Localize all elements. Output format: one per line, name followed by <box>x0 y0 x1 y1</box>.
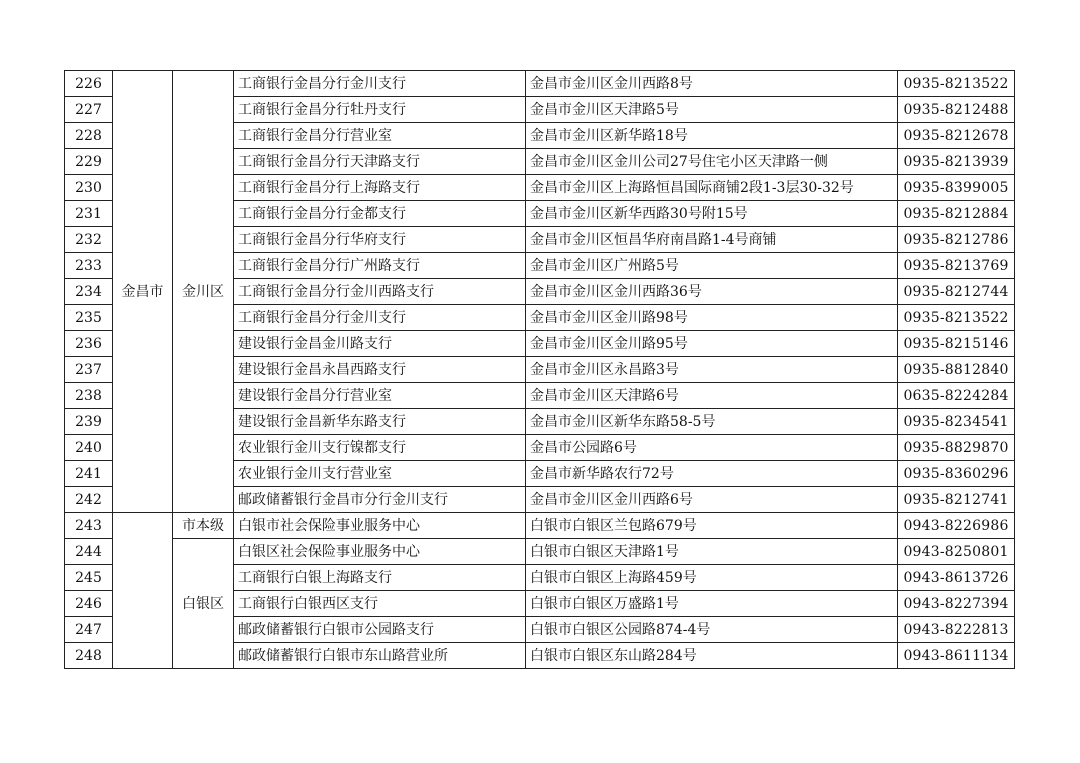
row-number: 236 <box>65 331 113 357</box>
row-number: 238 <box>65 383 113 409</box>
outlet-phone: 0935-8213939 <box>898 149 1015 175</box>
outlet-phone: 0935-8399005 <box>898 175 1015 201</box>
outlet-name: 邮政储蓄银行白银市公园路支行 <box>234 617 526 643</box>
outlet-address: 白银市白银区公园路874-4号 <box>526 617 898 643</box>
outlet-phone: 0935-8234541 <box>898 409 1015 435</box>
outlet-name: 工商银行金昌分行金川西路支行 <box>234 279 526 305</box>
outlet-address: 金昌市金川区广州路5号 <box>526 253 898 279</box>
outlet-address: 金昌市金川区恒昌华府南昌路1-4号商铺 <box>526 227 898 253</box>
district-cell: 市本级 <box>173 513 234 539</box>
outlet-name: 工商银行金昌分行金川支行 <box>234 305 526 331</box>
row-number: 246 <box>65 591 113 617</box>
outlet-address: 金昌市金川区新华西路30号附15号 <box>526 201 898 227</box>
table-body <box>65 71 1015 669</box>
outlet-address: 金昌市金川区天津路6号 <box>526 383 898 409</box>
district-cell: 金川区 <box>173 71 234 513</box>
row-number: 247 <box>65 617 113 643</box>
row-number: 233 <box>65 253 113 279</box>
outlet-address: 金昌市金川区金川路98号 <box>526 305 898 331</box>
outlet-address: 金昌市金川区新华东路58-5号 <box>526 409 898 435</box>
outlet-phone: 0943-8611134 <box>898 643 1015 669</box>
table-row <box>65 539 1015 565</box>
outlet-name: 白银区社会保险事业服务中心 <box>234 539 526 565</box>
row-number: 241 <box>65 461 113 487</box>
outlet-name: 邮政储蓄银行白银市东山路营业所 <box>234 643 526 669</box>
outlet-address: 金昌市金川区永昌路3号 <box>526 357 898 383</box>
outlet-name: 建设银行金昌金川路支行 <box>234 331 526 357</box>
bank-outlet-table <box>64 70 1015 669</box>
row-number: 227 <box>65 97 113 123</box>
outlet-phone: 0943-8613726 <box>898 565 1015 591</box>
row-number: 244 <box>65 539 113 565</box>
outlet-phone: 0935-8213522 <box>898 71 1015 97</box>
outlet-address: 金昌市公园路6号 <box>526 435 898 461</box>
outlet-phone: 0935-8829870 <box>898 435 1015 461</box>
row-number: 237 <box>65 357 113 383</box>
row-number: 230 <box>65 175 113 201</box>
row-number: 242 <box>65 487 113 513</box>
outlet-phone: 0935-8360296 <box>898 461 1015 487</box>
outlet-phone: 0935-8213769 <box>898 253 1015 279</box>
outlet-address: 白银市白银区东山路284号 <box>526 643 898 669</box>
outlet-phone: 0935-8212488 <box>898 97 1015 123</box>
outlet-name: 建设银行金昌新华东路支行 <box>234 409 526 435</box>
row-number: 228 <box>65 123 113 149</box>
row-number: 234 <box>65 279 113 305</box>
outlet-name: 工商银行白银上海路支行 <box>234 565 526 591</box>
outlet-address: 金昌市金川区金川西路36号 <box>526 279 898 305</box>
outlet-address: 白银市白银区万盛路1号 <box>526 591 898 617</box>
outlet-phone: 0935-8212786 <box>898 227 1015 253</box>
row-number: 245 <box>65 565 113 591</box>
outlet-phone: 0943-8250801 <box>898 539 1015 565</box>
outlet-name: 邮政储蓄银行金昌市分行金川支行 <box>234 487 526 513</box>
outlet-name: 农业银行金川支行镍都支行 <box>234 435 526 461</box>
row-number: 232 <box>65 227 113 253</box>
outlet-name: 工商银行金昌分行上海路支行 <box>234 175 526 201</box>
outlet-name: 工商银行金昌分行天津路支行 <box>234 149 526 175</box>
outlet-address: 金昌市金川区金川路95号 <box>526 331 898 357</box>
outlet-phone: 0935-8212741 <box>898 487 1015 513</box>
outlet-phone: 0935-8212884 <box>898 201 1015 227</box>
row-number: 239 <box>65 409 113 435</box>
outlet-phone: 0935-8213522 <box>898 305 1015 331</box>
outlet-phone: 0943-8227394 <box>898 591 1015 617</box>
row-number: 243 <box>65 513 113 539</box>
table-row <box>65 513 1015 539</box>
bank-outlet-table-page <box>64 70 1015 669</box>
table-row <box>65 71 1015 97</box>
outlet-name: 建设银行金昌分行营业室 <box>234 383 526 409</box>
outlet-phone: 0943-8226986 <box>898 513 1015 539</box>
outlet-address: 白银市白银区上海路459号 <box>526 565 898 591</box>
outlet-name: 工商银行金昌分行牡丹支行 <box>234 97 526 123</box>
outlet-name: 农业银行金川支行营业室 <box>234 461 526 487</box>
outlet-phone: 0943-8222813 <box>898 617 1015 643</box>
city-cell: 金昌市 <box>113 71 173 513</box>
outlet-address: 白银市白银区天津路1号 <box>526 539 898 565</box>
outlet-address: 金昌市金川区金川西路8号 <box>526 71 898 97</box>
row-number: 235 <box>65 305 113 331</box>
outlet-phone: 0935-8812840 <box>898 357 1015 383</box>
outlet-phone: 0935-8215146 <box>898 331 1015 357</box>
outlet-phone: 0935-8212678 <box>898 123 1015 149</box>
outlet-name: 工商银行金昌分行金川支行 <box>234 71 526 97</box>
outlet-name: 工商银行金昌分行金都支行 <box>234 201 526 227</box>
outlet-phone: 0935-8212744 <box>898 279 1015 305</box>
outlet-name: 工商银行金昌分行广州路支行 <box>234 253 526 279</box>
outlet-name: 建设银行金昌永昌西路支行 <box>234 357 526 383</box>
outlet-address: 金昌市金川区天津路5号 <box>526 97 898 123</box>
outlet-address: 白银市白银区兰包路679号 <box>526 513 898 539</box>
district-cell: 白银区 <box>173 539 234 669</box>
city-cell <box>113 513 173 669</box>
outlet-name: 工商银行金昌分行营业室 <box>234 123 526 149</box>
outlet-name: 工商银行白银西区支行 <box>234 591 526 617</box>
outlet-phone: 0635-8224284 <box>898 383 1015 409</box>
row-number: 248 <box>65 643 113 669</box>
outlet-address: 金昌市金川区上海路恒昌国际商铺2段1-3层30-32号 <box>526 175 898 201</box>
outlet-address: 金昌市金川区金川西路6号 <box>526 487 898 513</box>
outlet-name: 白银市社会保险事业服务中心 <box>234 513 526 539</box>
outlet-address: 金昌市金川区新华路18号 <box>526 123 898 149</box>
row-number: 226 <box>65 71 113 97</box>
outlet-name: 工商银行金昌分行华府支行 <box>234 227 526 253</box>
row-number: 229 <box>65 149 113 175</box>
outlet-address: 金昌市新华路农行72号 <box>526 461 898 487</box>
outlet-address: 金昌市金川区金川公司27号住宅小区天津路一侧 <box>526 149 898 175</box>
row-number: 231 <box>65 201 113 227</box>
row-number: 240 <box>65 435 113 461</box>
